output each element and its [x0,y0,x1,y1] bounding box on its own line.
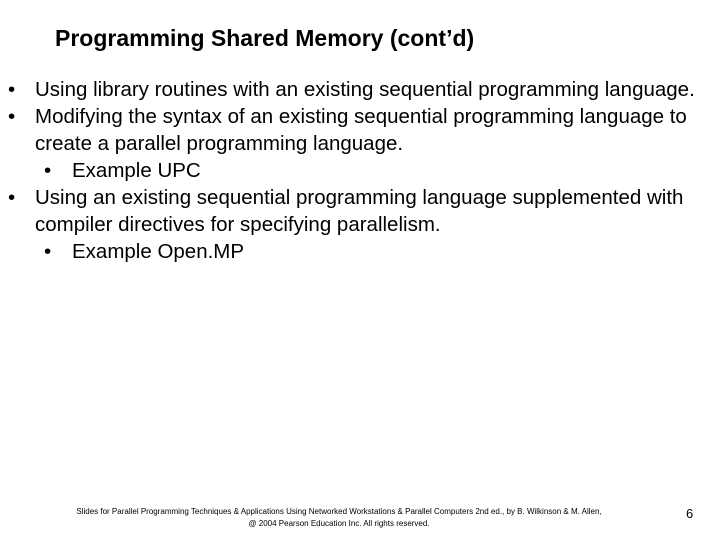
bullet-text: Using library routines with an existing sequential programming language. [35,78,695,101]
footer-credit-line: Slides for Parallel Programming Techniques & Applications Using Networked Workstations & Parallel Computers 2nd ed., by B. Wilkinson & M. Allen, [76,507,602,516]
bullet-icon: • [8,78,16,101]
bullet-item [0,103,720,157]
sub-bullet-item [0,238,720,265]
bullet-text: Modifying the syntax of an existing sequential programming language to create a parallel programming language. [35,105,687,155]
footer-copyright-line: @ 2004 Pearson Education Inc. All rights reserved. [248,519,430,528]
bullet-icon: • [8,105,16,128]
bullet-icon: • [44,240,52,263]
bullet-icon: • [8,186,16,209]
sub-bullet-item [0,157,720,184]
bullet-item [0,184,720,238]
bullet-icon: • [44,159,52,182]
slide-title: Programming Shared Memory (cont’d) [55,25,475,51]
bullet-text: Using an existing sequential programming language supplemented with compiler directives for specifying parallelism. [35,186,684,236]
sub-bullet-text: Example UPC [72,159,201,182]
slide-footer [40,506,638,530]
bullet-list [0,76,720,265]
page-number: 6 [686,506,694,521]
sub-bullet-text: Example Open.MP [72,240,245,263]
bullet-item [0,76,720,103]
